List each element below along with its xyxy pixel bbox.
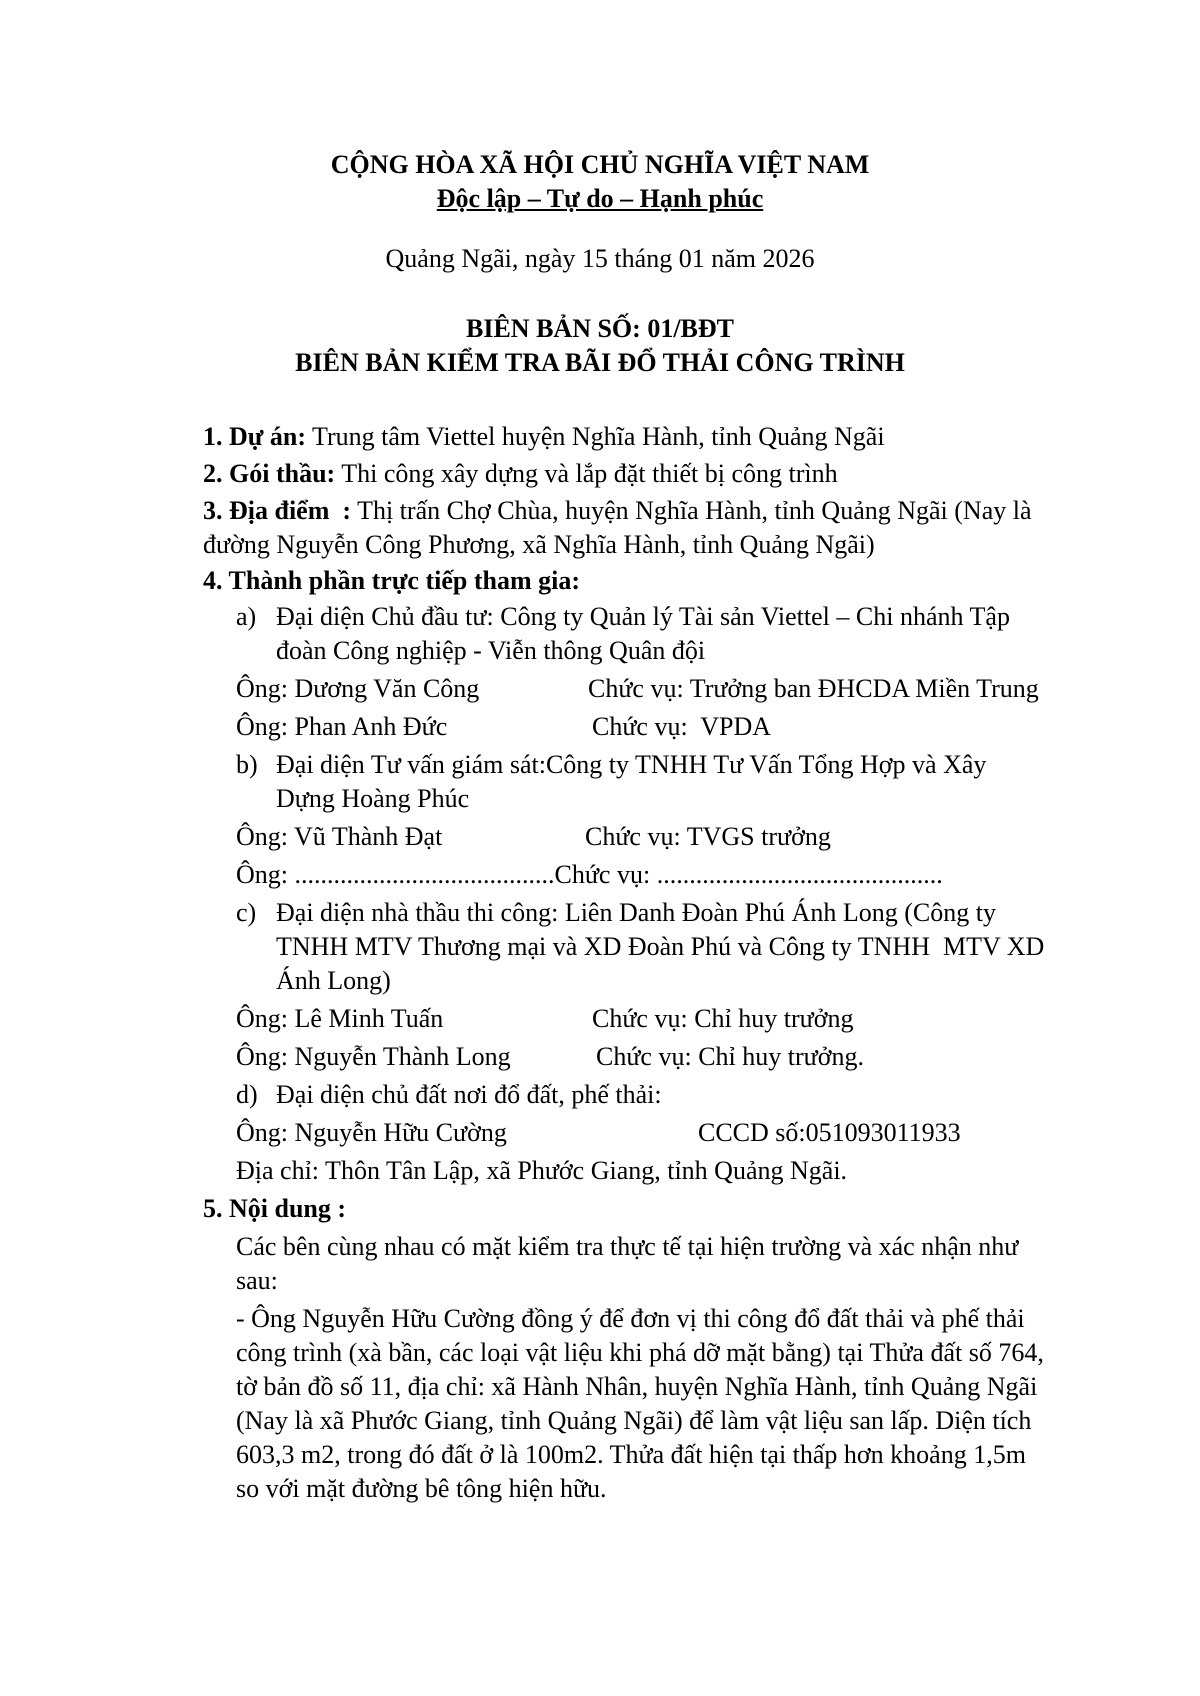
item-b-person2-blank: Ông: ........................................Chức vụ: ............................................	[236, 860, 943, 889]
item-d-person1-name: Ông: Nguyễn Hữu Cường	[236, 1118, 507, 1147]
item-a-person1-name: Ông: Dương Văn Công	[236, 674, 480, 703]
item-d-address: Địa chỉ: Thôn Tân Lập, xã Phước Giang, tỉnh Quảng Ngãi.	[236, 1156, 848, 1185]
national-motto	[0, 182, 1200, 216]
section-project	[203, 420, 885, 454]
location-value-line2: đường Nguyễn Công Phương, xã Nghĩa Hành, tỉnh Quảng Ngãi)	[203, 530, 875, 559]
section-location	[203, 494, 1032, 528]
package-label: 2. Gói thầu:	[203, 459, 336, 488]
content-para2-line6: so với mặt đường bê tông hiện hữu.	[236, 1474, 607, 1503]
location-label: 3. Địa điểm :	[203, 496, 352, 525]
content-para2-line4: (Nay là xã Phước Giang, tỉnh Quảng Ngãi) để làm vật liệu san lấp. Diện tích	[236, 1406, 1032, 1435]
document-number: BIÊN BẢN SỐ: 01/BĐT	[466, 314, 734, 343]
item-c-line1: Đại diện nhà thầu thi công: Liên Danh Đoàn Phú Ánh Long (Công ty	[276, 898, 996, 927]
item-c-marker: c)	[236, 898, 257, 927]
content-para1-line2: sau:	[236, 1266, 278, 1295]
section-package	[203, 457, 838, 491]
content-para1-line1: Các bên cùng nhau có mặt kiểm tra thực tế tại hiện trường và xác nhận như	[236, 1232, 1019, 1261]
section-participants-heading: 4. Thành phần trực tiếp tham gia:	[203, 566, 581, 595]
section-content-heading: 5. Nội dung :	[203, 1194, 347, 1223]
item-c-person2-name: Ông: Nguyễn Thành Long	[236, 1042, 511, 1071]
item-c-person2-role: Chức vụ: Chỉ huy trưởng.	[596, 1042, 864, 1071]
project-label: 1. Dự án:	[203, 422, 306, 451]
content-para2-line5: 603,3 m2, trong đó đất ở là 100m2. Thửa đất hiện tại thấp hơn khoảng 1,5m	[236, 1440, 1026, 1469]
project-value: Trung tâm Viettel huyện Nghĩa Hành, tỉnh Quảng Ngãi	[306, 422, 885, 451]
item-b-person1-name: Ông: Vũ Thành Đạt	[236, 822, 443, 851]
document-title: BIÊN BẢN KIỂM TRA BÃI ĐỔ THẢI CÔNG TRÌNH	[295, 348, 905, 377]
item-b-person1-role: Chức vụ: TVGS trưởng	[585, 822, 831, 851]
location-value-line1: Thị trấn Chợ Chùa, huyện Nghĩa Hành, tỉnh Quảng Ngãi (Nay là	[351, 496, 1032, 525]
item-a-marker: a)	[236, 602, 257, 631]
item-a-person2-role: Chức vụ: VPDA	[592, 712, 772, 741]
item-a-line1: Đại diện Chủ đầu tư: Công ty Quản lý Tài sản Viettel – Chi nhánh Tập	[276, 602, 1010, 631]
item-c-person1-role: Chức vụ: Chỉ huy trưởng	[592, 1004, 854, 1033]
item-a-line2: đoàn Công nghiệp - Viễn thông Quân đội	[276, 636, 706, 665]
item-a-person1-role: Chức vụ: Trưởng ban ĐHCDA Miền Trung	[588, 674, 1039, 703]
content-para2-line3: tờ bản đồ số 11, địa chỉ: xã Hành Nhân, huyện Nghĩa Hành, tỉnh Quảng Ngãi	[236, 1372, 1038, 1401]
country-name: CỘNG HÒA XÃ HỘI CHỦ NGHĨA VIỆT NAM	[330, 150, 870, 179]
package-value: Thi công xây dựng và lắp đặt thiết bị công trình	[335, 459, 838, 488]
item-b-marker: b)	[236, 750, 258, 779]
item-c-line3: Ánh Long)	[276, 966, 391, 995]
item-c-person1-name: Ông: Lê Minh Tuấn	[236, 1004, 444, 1033]
place-date: Quảng Ngãi, ngày 15 tháng 01 năm 2026	[385, 244, 815, 273]
item-d-line1: Đại diện chủ đất nơi đổ đất, phế thải:	[276, 1080, 662, 1109]
content-para2-line1: - Ông Nguyễn Hữu Cường đồng ý để đơn vị thi công đổ đất thải và phế thải	[236, 1304, 1025, 1333]
item-b-line1: Đại diện Tư vấn giám sát:Công ty TNHH Tư Vấn Tổng Hợp và Xây	[276, 750, 987, 779]
item-b-line2: Dựng Hoàng Phúc	[276, 784, 470, 813]
item-a-person2-name: Ông: Phan Anh Đức	[236, 712, 448, 741]
item-d-marker: d)	[236, 1080, 258, 1109]
item-c-line2: TNHH MTV Thương mại và XD Đoàn Phú và Công ty TNHH MTV XD	[276, 932, 1045, 961]
motto-text: Độc lập – Tự do – Hạnh phúc	[436, 184, 764, 213]
item-d-person1-id: CCCD số:051093011933	[698, 1118, 961, 1147]
content-para2-line2: công trình (xà bần, các loại vật liệu khi phá dỡ mặt bằng) tại Thửa đất số 764,	[236, 1338, 1044, 1367]
